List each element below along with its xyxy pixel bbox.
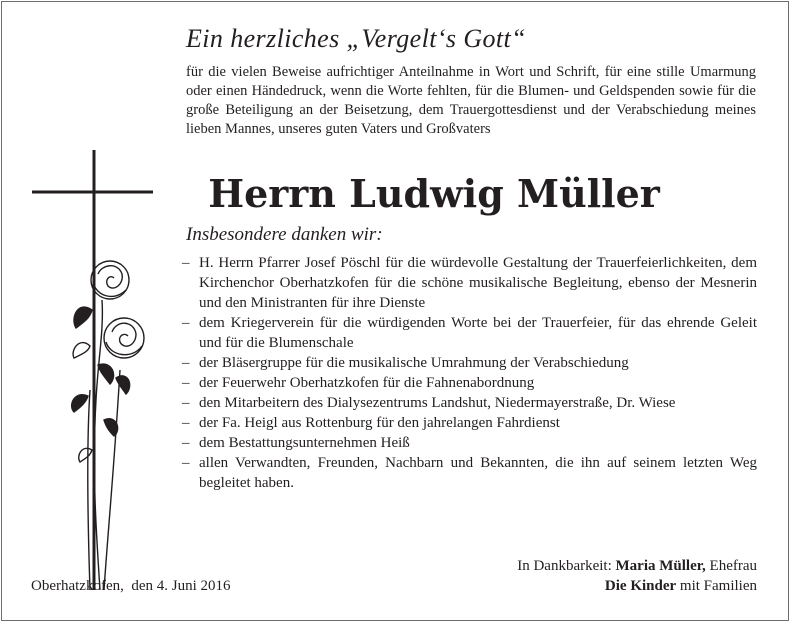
deceased-name: Herrn Ludwig Müller xyxy=(208,171,660,216)
thanks-item xyxy=(182,453,757,493)
list-dash: – xyxy=(182,415,190,431)
cross-icon xyxy=(32,150,153,590)
widow-role: Ehefrau xyxy=(705,558,757,574)
thanks-item-text: der Bläsergruppe für die musikalische Umrahmung der Verabschiedung xyxy=(199,355,629,371)
children-label: Die Kinder xyxy=(604,578,677,594)
rose-icon xyxy=(72,261,144,590)
thanks-item-text: H. Herrn Pfarrer Josef Pöschl für die würdevolle Gestaltung der Trauerfeierlichkeiten, dem Kirchenchor Oberhatzkofen für die schöne musikalische Begleitung, ebenso der Mesnerin und den Ministranten für ihre Dienste xyxy=(199,255,757,311)
thanks-item xyxy=(182,373,757,393)
list-dash: – xyxy=(182,455,190,471)
cross-with-rose-icon xyxy=(30,150,160,590)
thanks-subheading: Insbesondere danken wir: xyxy=(186,224,383,245)
widow-name: Maria Müller, xyxy=(615,558,706,574)
thanks-item-text: dem Kriegerverein für die würdigenden Worte bei der Trauerfeier, für das ehrende Geleit und für die Blumenschale xyxy=(199,315,757,351)
thanks-item-text: allen Verwandten, Freunden, Nachbarn und Bekannten, die ihn auf seinem letzten Weg begleitet haben. xyxy=(199,455,757,491)
intro-paragraph: für die vielen Beweise aufrichtiger Anteilnahme in Wort und Schrift, für eine stille Umarmung oder einen Händedruck, wenn die Worte fehlten, für die Blumen- und Geldspenden sowie für die große Beteiligung an der Beisetzung, dem Trauergottesdienst und der Verabschiedung meines lieben Mannes, unseres guten Vaters und Großvaters xyxy=(186,64,756,137)
thanks-title: Ein herzliches „Vergelt‘s Gott“ xyxy=(186,24,527,53)
list-dash: – xyxy=(182,435,190,451)
thanks-item-text: der Feuerwehr Oberhatzkofen für die Fahnenabordnung xyxy=(199,375,535,391)
signature-line-widow xyxy=(517,558,757,575)
thanks-item xyxy=(182,413,757,433)
thanks-item-text: den Mitarbeitern des Dialysezentrums Landshut, Niedermayerstraße, Dr. Wiese xyxy=(199,395,676,411)
signature-prefix: In Dankbarkeit: xyxy=(517,558,616,574)
thanks-item xyxy=(182,353,757,373)
list-dash: – xyxy=(182,315,190,331)
thanks-item xyxy=(182,433,757,453)
list-dash: – xyxy=(182,355,190,371)
list-dash: – xyxy=(182,255,190,271)
thanks-list xyxy=(182,253,757,493)
thanks-item xyxy=(182,393,757,413)
place-and-date: Oberhatzkofen, den 4. Juni 2016 xyxy=(31,578,231,594)
thanks-item-text: der Fa. Heigl aus Rottenburg für den jahrelangen Fahrdienst xyxy=(199,415,560,431)
signature-line-children xyxy=(605,578,757,595)
list-dash: – xyxy=(182,375,190,391)
thanks-item xyxy=(182,253,757,313)
thanks-item-text: dem Bestattungsunternehmen Heiß xyxy=(199,435,410,451)
thanks-item xyxy=(182,313,757,353)
children-suffix: mit Familien xyxy=(676,578,757,594)
list-dash: – xyxy=(182,395,190,411)
